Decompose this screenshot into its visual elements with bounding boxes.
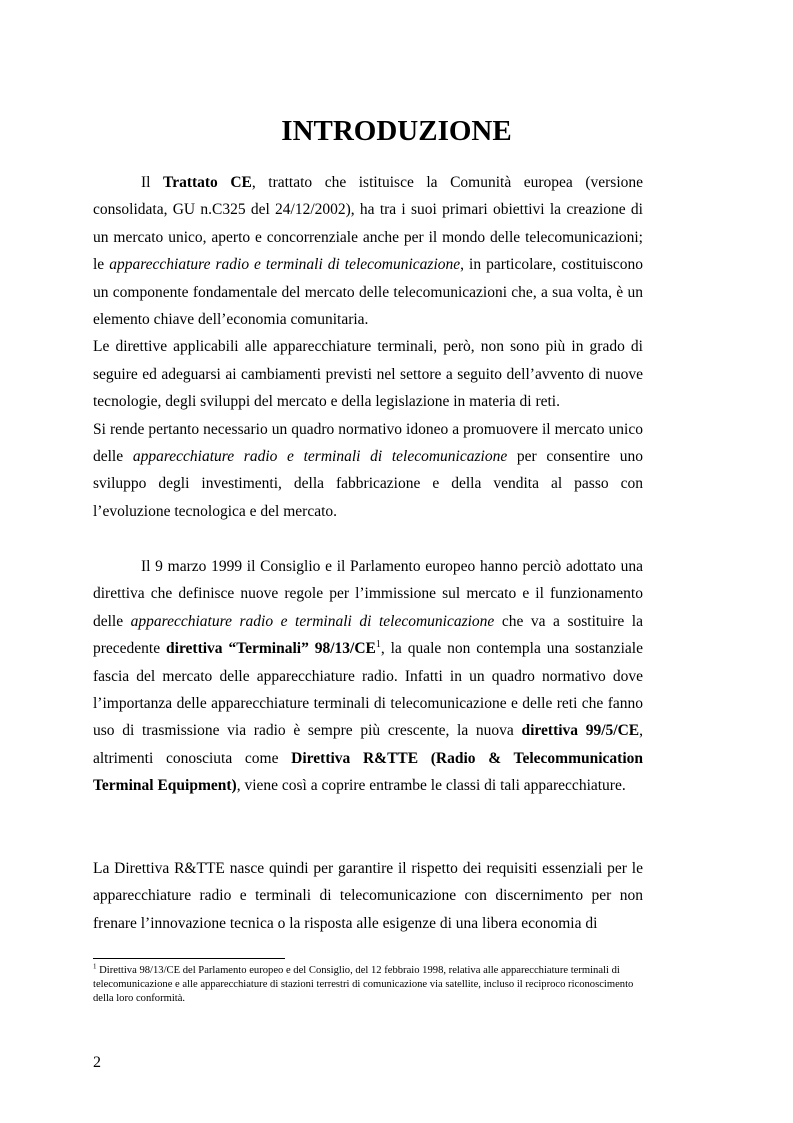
italic-term: apparecchiature radio e terminali di telecomunicazione [130, 612, 495, 630]
bold-term: direttiva 99/5/CE [521, 722, 640, 740]
text-run: , altrimenti conosciuta come [93, 722, 643, 767]
bold-term: Direttiva R&TTE (Radio & Telecommunication Terminal Equipment) [93, 749, 644, 795]
text-run: , la quale non contempla una sostanziale fascia del mercato delle apparecchiature radio. Infatti in un quadro normativo dove l’importanza delle apparecchiature terminali di telecomunicazione e delle reti che fanno uso di trasmissione via radio è sempre più crescente, la nuova [93, 640, 643, 740]
body-paragraph [93, 169, 643, 525]
bold-term: Trattato CE [163, 174, 252, 191]
text-run: Si rende pertanto necessario un quadro normativo idoneo a promuovere il mercato unico delle [93, 420, 643, 466]
text-run: , in particolare, costituiscono un componente fondamentale del mercato delle telecomunicazioni che, a sua volta, è un elemento chiave dell’economia comunitaria. [93, 256, 644, 329]
footnote-marker: 1 [93, 962, 97, 971]
footnote [93, 964, 643, 1007]
page-number: 2 [93, 1054, 101, 1071]
text-run: Le direttive applicabili alle apparecchiature terminali, però, non sono più in grado di seguire ed adeguarsi ai cambiamenti previsti nel settore a seguito dell’avvento di nuove tecnologie, degli sviluppi del mercato e della legislazione in materia di reti. [93, 338, 643, 411]
footnote-separator [93, 958, 285, 959]
body-paragraph [93, 553, 643, 800]
text-run: , viene così a coprire entrambe le classi di tali apparecchiature. [236, 777, 626, 795]
bold-term: direttiva “Terminali” 98/13/CE [166, 640, 376, 658]
text-run: , trattato che istituisce la Comunità europea (versione consolidata, GU n.C325 del 24/12/2002), ha tra i suoi primari obiettivi la creazione di un mercato unico, aperto e concorrenziale anche per il mondo delle telecomunicazioni; le [93, 174, 644, 274]
text-run: per consentire uno sviluppo degli investimenti, della fabbricazione e della vendita al passo con l’evoluzione tecnologica e del mercato. [93, 448, 643, 520]
italic-term: apparecchiature radio e terminali di telecomunicazione [132, 448, 508, 466]
body-paragraph: La Direttiva R&TTE nasce quindi per garantire il rispetto dei requisiti essenziali per le apparecchiature radio e terminali di telecomunicazione con discernimento per non frenare l’innovazione tecnica o la risposta alle esigenze di una libera economia di [93, 860, 643, 932]
text-run: Il [141, 174, 163, 191]
text-run: che va a sostituire la precedente [93, 612, 643, 658]
page-title: INTRODUZIONE [281, 115, 512, 147]
italic-term: apparecchiature radio e terminali di telecomunicazione [109, 256, 461, 274]
footnote-text: Direttiva 98/13/CE del Parlamento europeo e del Consiglio, del 12 febbraio 1998, relativa alle apparecchiature terminali di telecomunicazione e alle apparecchiature di stazioni terrestri di comunicazione via satellite, incluso il reciproco riconoscimento della loro conformità. [93, 965, 634, 1005]
footnote-reference[interactable]: 1 [375, 639, 381, 651]
text-run: Il 9 marzo 1999 il Consiglio e il Parlamento europeo hanno perciò adottato una direttiva che definisce nuove regole per l’immissione sul mercato e il funzionamento delle [93, 558, 643, 630]
